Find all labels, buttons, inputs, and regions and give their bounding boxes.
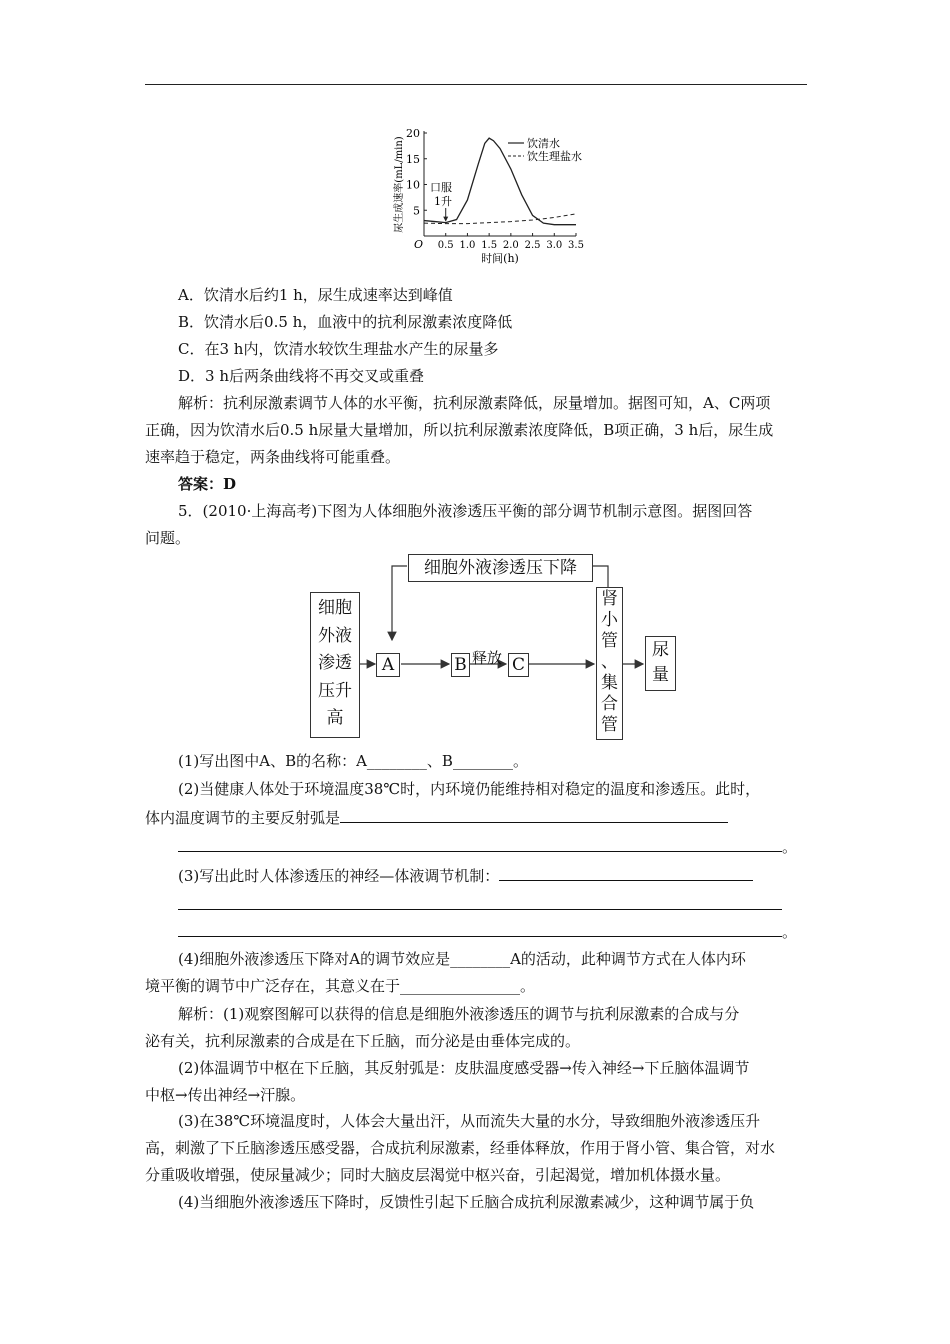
y-tick-label-0: 5	[413, 204, 420, 218]
annotation-line-0: 口服	[430, 181, 452, 194]
q4-answer: 答案：D	[178, 475, 237, 493]
y-tick-label-2: 15	[406, 152, 420, 166]
x-tick-label-1: 1.0	[459, 240, 476, 251]
kidney-char-3: 、	[601, 652, 618, 672]
kidney-box	[596, 587, 623, 740]
box-b: B	[451, 653, 470, 677]
option-a: A．饮清水后约1 h，尿生成速率达到峰值	[178, 286, 453, 304]
q5-part-3b	[178, 895, 782, 914]
x-tick-label-6: 3.5	[568, 240, 584, 251]
x-tick-label-3: 2.0	[502, 240, 519, 251]
legend-label-0: 饮清水	[527, 137, 560, 150]
x-tick-label-2: 1.5	[481, 240, 498, 251]
q5-solution-1a: 解析：(1)观察图解可以获得的信息是细胞外液渗透压的调节与抗利尿激素的合成与分	[178, 1005, 740, 1023]
x-tick-label-5: 3.0	[546, 240, 563, 251]
kidney-char-2: 管	[601, 631, 618, 651]
q4-explanation-1: 解析：抗利尿激素调节人体的水平衡，抗利尿激素降低，尿量增加。据图可知，A、C两项	[178, 394, 771, 412]
x-tick-label-0: 0.5	[437, 240, 454, 251]
q4-explanation-3: 速率趋于稳定，两条曲线将可能重叠。	[145, 448, 401, 466]
x-tick-label-4: 2.5	[524, 240, 541, 251]
q5-part-1: (1)写出图中A、B的名称：A________、B________。	[178, 752, 528, 770]
urine-box	[645, 636, 676, 691]
left-box-line-2: 渗透	[318, 653, 352, 673]
left-box-line-0: 细胞	[318, 598, 352, 618]
x-axis-title: 时间(h)	[481, 252, 519, 265]
q5-solution-4a: (4)当细胞外液渗透压下降时，反馈性引起下丘脑合成抗利尿激素减少，这种调节属于负	[178, 1193, 755, 1211]
q5-solution-1b: 泌有关，抗利尿激素的合成是在下丘脑，而分泌是由垂体完成的。	[145, 1032, 581, 1050]
urine-rate-chart	[390, 125, 620, 273]
q5-part-2c: 。	[178, 837, 797, 856]
kidney-char-4: 集	[601, 673, 618, 693]
box-c: C	[508, 653, 529, 677]
urine-char-0: 尿	[652, 640, 669, 660]
answer-blank[interactable]	[178, 922, 782, 937]
q5-part-3: (3)写出此时人体渗透压的神经—体液调节机制：	[178, 866, 753, 885]
origin-label: O	[414, 238, 424, 251]
left-box	[310, 592, 360, 738]
q5-solution-2b: 中枢→传出神经→汗腺。	[145, 1086, 306, 1104]
q5-part-2b: 体内温度调节的主要反射弧是	[145, 808, 728, 827]
answer-blank[interactable]	[340, 808, 728, 823]
release-label: 释放	[472, 649, 503, 667]
kidney-char-0: 肾	[601, 589, 618, 609]
annotation-line-1: 1升	[434, 195, 452, 208]
left-box-line-3: 压升	[318, 680, 352, 701]
answer-blank[interactable]	[178, 837, 782, 852]
q5-stem-2: 问题。	[145, 529, 191, 547]
urine-char-1: 量	[652, 665, 669, 685]
q5-solution-3b: 高，刺激了下丘脑渗透压感受器，合成抗利尿激素，经垂体释放，作用于肾小管、集合管，对水	[145, 1139, 776, 1157]
y-tick-label-3: 20	[406, 127, 420, 140]
y-axis-title: 尿生成速率(mL/min)	[394, 136, 405, 233]
option-c: C．在3 h内，饮清水较饮生理盐水产生的尿量多	[178, 340, 499, 358]
box-a: A	[376, 653, 400, 677]
q5-stem-1: 5．(2010·上海高考)下图为人体细胞外液渗透压平衡的部分调节机制示意图。据图回答	[178, 502, 753, 520]
option-d: D．3 h后两条曲线将不再交叉或重叠	[178, 367, 425, 385]
header-rule	[145, 84, 807, 85]
kidney-char-6: 管	[601, 715, 618, 735]
y-tick-label-1: 10	[406, 178, 420, 192]
q4-explanation-2: 正确，因为饮清水后0.5 h尿量大量增加，所以抗利尿激素浓度降低，B项正确，3 h后，尿生成	[145, 421, 774, 439]
regulation-diagram	[300, 552, 680, 742]
kidney-char-1: 小	[601, 610, 618, 630]
q5-part-4a: (4)细胞外液渗透压下降对A的调节效应是________A的活动，此种调节方式在人体内环	[178, 950, 746, 968]
q5-part-2a: (2)当健康人体处于环境温度38℃时，内环境仍能维持相对稳定的温度和渗透压。此时，	[178, 780, 761, 798]
q5-solution-3c: 分重吸收增强，使尿量减少；同时大脑皮层渴觉中枢兴奋，引起渴觉，增加机体摄水量。	[145, 1166, 731, 1184]
q5-part-3c: 。	[178, 922, 797, 941]
annotation-arrowhead	[443, 217, 448, 222]
option-b: B．饮清水后0.5 h，血液中的抗利尿激素浓度降低	[178, 313, 513, 331]
q5-solution-2a: (2)体温调节中枢在下丘脑，其反射弧是：皮肤温度感受器→传入神经→下丘脑体温调节	[178, 1059, 750, 1077]
q5-part-4b: 境平衡的调节中广泛存在，其意义在于________________。	[145, 977, 536, 995]
answer-blank[interactable]	[178, 895, 782, 910]
legend-label-1: 饮生理盐水	[527, 150, 582, 163]
kidney-char-5: 合	[601, 694, 618, 714]
left-box-line-4: 高	[326, 708, 344, 728]
top-box: 细胞外液渗透压下降	[408, 554, 593, 582]
answer-blank[interactable]	[499, 866, 753, 881]
left-box-line-1: 外液	[318, 625, 352, 646]
q5-solution-3a: (3)在38℃环境温度时，人体会大量出汗，从而流失大量的水分，导致细胞外液渗透压升	[178, 1112, 761, 1130]
